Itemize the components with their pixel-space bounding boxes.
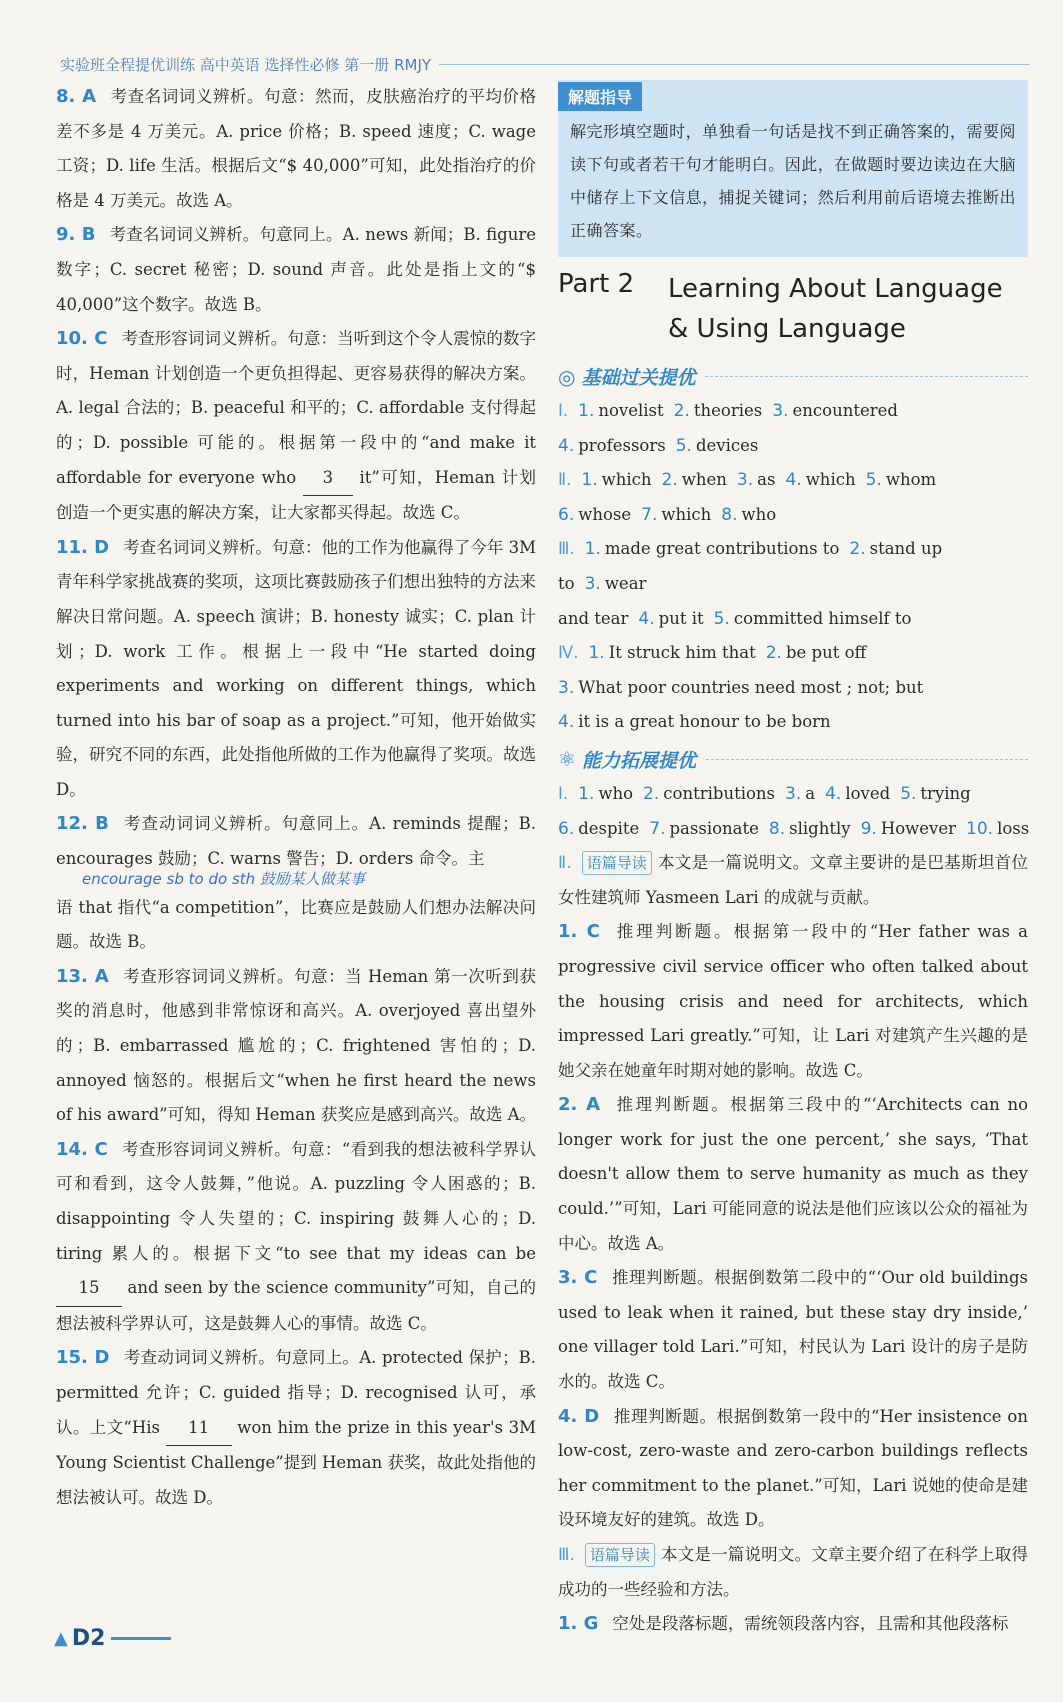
item-number: 15. D	[56, 1347, 110, 1369]
answer-number: 3.	[772, 401, 789, 421]
answer-item-continued	[56, 891, 536, 960]
answer-number: 1.	[578, 783, 595, 804]
guide-tag: 语篇导读	[582, 851, 652, 875]
atom-icon: ⚛	[558, 747, 576, 772]
answer-line	[558, 777, 1028, 812]
item-number: 1. C	[558, 921, 600, 943]
roman-numeral: Ⅱ.	[558, 853, 572, 873]
answer-text: loss	[997, 818, 1030, 838]
answer-entry	[558, 678, 923, 697]
answer-text: It struck him that	[608, 643, 756, 663]
answer-number: 7.	[641, 504, 658, 525]
answer-number: 4.	[558, 435, 575, 456]
answer-item	[56, 807, 536, 876]
answer-number: 4.	[558, 712, 575, 733]
roman-numeral: Ⅱ.	[558, 470, 572, 490]
blank-number: 11	[166, 1411, 232, 1447]
answer-item	[56, 218, 536, 322]
answer-entry	[643, 784, 775, 803]
answer-text: whom	[885, 470, 937, 490]
answer-entry	[676, 436, 759, 455]
answer-number: 3.	[785, 783, 802, 804]
answer-text: who	[741, 504, 777, 524]
section-rule	[706, 759, 1028, 760]
answer-entry	[578, 784, 633, 803]
answer-item	[56, 960, 536, 1133]
answer-entry	[585, 539, 840, 558]
answer-item	[558, 1088, 1028, 1261]
answer-item	[56, 531, 536, 808]
answer-text: wear	[604, 573, 647, 593]
answer-text: which	[601, 470, 652, 490]
item-text: 语 that 指代“a competition”，比赛应是鼓励人们想办法解决问题。故选 B。	[56, 897, 536, 952]
answer-number: 5.	[900, 783, 917, 804]
answer-line	[558, 705, 1028, 740]
handwritten-note: encourage sb to do sth 鼓励某人做某事	[82, 869, 365, 888]
item-text: 空处是段落标题，需统领段落内容，且需和其他段落标	[612, 1614, 1009, 1634]
answer-text: stand up to	[558, 539, 943, 593]
item-number: 4. D	[558, 1405, 600, 1427]
answer-number: 2.	[765, 643, 782, 664]
answer-number: 2.	[849, 539, 866, 560]
answer-item	[56, 80, 536, 218]
page-marker-icon: ▲	[54, 1628, 68, 1649]
basic-answers	[558, 394, 1028, 740]
answer-item	[56, 1133, 536, 1342]
answer-number: 3.	[736, 470, 754, 491]
reading-intro	[558, 846, 1028, 915]
answer-text: However	[880, 818, 957, 838]
answer-number: 8.	[721, 504, 738, 525]
answer-text: theories	[693, 401, 763, 420]
tip-text: 解完形填空题时，单独看一句话是找不到正确答案的，需要阅读下句或者若干句才能明白。因此，在做题时要边读边在大脑中储存上下文信息，捕捉关键词；然后利用前后语境去推断出正确答案。	[570, 122, 1016, 240]
answer-text: when	[681, 470, 727, 490]
intro-text: 本文是一篇说明文。文章主要讲的是巴基斯坦首位女性建筑师 Yasmeen Lari 的成就与贡献。	[558, 853, 1028, 907]
answer-text: What poor countries need most ; not; but	[578, 677, 924, 697]
answer-item	[558, 1400, 1028, 1538]
answer-item	[558, 915, 1028, 1088]
item-text: 考查形容词词义辨析。句意：“看到我的想法被科学界认可和看到，这令人鼓舞，”他说。A. puzzling 令人困惑的；B. disappointing 令人失望的；C. inspiring 鼓舞人心的；D. tiring 累人的。根据下文“to see that my ideas can be	[56, 1139, 536, 1263]
intro-text: 本文是一篇说明文。文章主要介绍了在科学上取得成功的一些经验和方法。	[558, 1545, 1028, 1599]
item-number: 2. A	[558, 1094, 601, 1116]
item-text: 考查名词词义辨析。句意同上。A. news 新闻；B. figure 数字；C. secret 秘密；D. sound 声音。此处是指上文的“$ 40,000”这个数字。故选 B。	[56, 225, 536, 314]
answer-line	[558, 602, 1028, 637]
blank-number: 3	[303, 461, 353, 497]
answer-text: and tear	[558, 608, 629, 628]
answer-number: 9.	[860, 818, 877, 839]
answer-text: passionate	[669, 818, 759, 838]
answer-line	[558, 812, 1028, 847]
item-text: 考查名词词义辨析。句意：然而，皮肤癌治疗的平均价格差不多是 4 万美元。A. price 价格；B. speed 速度；C. wage 工资；D. life 生活。根据后文“$ 40,000”可知，此处指治疗的价格是 4 万美元。故选 A。	[56, 87, 537, 210]
page-number: D2	[71, 1626, 106, 1651]
answer-entry	[766, 643, 867, 662]
answer-entry	[558, 505, 631, 524]
answer-number: 6.	[558, 504, 575, 525]
answer-number: 1.	[584, 539, 601, 560]
answer-number: 2.	[661, 470, 678, 491]
answer-text: it is a great honour to be born	[578, 712, 831, 732]
tip-box	[558, 80, 1028, 257]
header-rule	[439, 64, 1030, 65]
answer-number: 4.	[825, 783, 842, 804]
answer-number: 5.	[713, 608, 730, 629]
target-icon: ◎	[558, 364, 576, 389]
answer-number: 5.	[865, 470, 882, 491]
answer-entry	[638, 609, 703, 628]
answer-text: be put off	[785, 643, 867, 663]
answer-line	[558, 532, 1028, 601]
answer-text: made great contributions to	[604, 539, 840, 559]
answer-entry	[578, 401, 664, 420]
part-number: Part 2	[558, 269, 635, 299]
page-footer	[54, 1626, 171, 1651]
answer-entry	[558, 609, 628, 628]
answer-text: devices	[695, 435, 759, 455]
item-number: 1. G	[558, 1613, 599, 1635]
answer-entry	[581, 470, 651, 489]
blank-number: 15	[56, 1271, 122, 1307]
answer-number: 1.	[578, 401, 595, 421]
answer-text: contributions	[663, 783, 776, 803]
answer-entry	[966, 819, 1029, 838]
answer-number: 7.	[649, 818, 666, 839]
section-heading-extension	[558, 746, 1028, 773]
answer-number: 2.	[643, 783, 660, 804]
answer-line	[558, 671, 1028, 706]
extension-answers	[558, 777, 1028, 846]
answer-item	[558, 1607, 1028, 1642]
answer-entry	[721, 505, 776, 524]
item-number: 3. C	[558, 1267, 598, 1289]
item-text: 推理判断题。根据第三段中的“‘Architects can no longer work for just the one percent,’ she says, ‘That doesn't allow them to serve humanity as much as they could.’”可知，Lari 可能同意的说法是他们应该以公众的福祉为中心。故选 A。	[558, 1095, 1029, 1253]
answer-entry	[769, 819, 851, 838]
section-rule	[705, 376, 1028, 377]
answer-entry	[674, 401, 763, 420]
left-column	[56, 80, 536, 1515]
answer-text: despite	[578, 818, 640, 838]
answer-text: who	[598, 783, 634, 803]
reading-intro	[558, 1538, 1028, 1607]
answer-number: 4.	[638, 608, 655, 629]
answer-number: 2.	[673, 401, 690, 421]
answer-text: as	[757, 470, 776, 490]
roman-numeral: Ⅰ.	[558, 401, 569, 420]
answer-item	[558, 1261, 1028, 1399]
answer-number: 5.	[675, 435, 692, 456]
answer-item	[56, 1341, 536, 1515]
answer-entry	[861, 819, 956, 838]
roman-numeral: Ⅳ.	[558, 643, 579, 663]
answer-text: a	[805, 783, 816, 803]
answer-text: professors	[578, 435, 666, 455]
answer-line	[558, 429, 1028, 464]
page-bar	[111, 1637, 171, 1640]
item-text: won him the prize in this year's 3M Young Scientist Challenge”提到 Heman 获奖，故此处指他的想法被认可。故选 D。	[56, 1417, 536, 1507]
header-title: 实验班全程提优训练 高中英语 选择性必修 第一册 RMJY	[60, 55, 432, 74]
item-text: 考查动词词义辨析。句意同上。A. protected 保护；B. permitted 允许；C. guided 指导；D. recognised 认可，承认。上文“His	[56, 1348, 536, 1437]
item-number: 11. D	[56, 536, 110, 558]
guide-tag: 语篇导读	[585, 1543, 655, 1567]
right-column	[558, 80, 1028, 1642]
answer-entry	[558, 819, 639, 838]
answer-entry	[737, 470, 776, 489]
answer-text: whose	[578, 504, 632, 524]
answer-number: 10.	[966, 818, 994, 839]
answer-line	[558, 498, 1028, 533]
answer-item	[56, 322, 536, 531]
answer-text: which	[661, 504, 712, 524]
answer-entry	[785, 784, 815, 803]
item-text: 推理判断题。根据第一段中的“Her father was a progressive civil service officer who often talked about the housing crisis and need for architects, which impressed Lari greatly.”可知，让 Lari 对建筑产生兴趣的是她父亲在她童年时期对她的影响。故选 C。	[558, 922, 1028, 1080]
item-number: 13. A	[56, 965, 109, 987]
answer-number: 8.	[768, 818, 786, 839]
answer-entry	[649, 819, 759, 838]
item-number: 10. C	[56, 328, 108, 350]
item-number: 8. A	[56, 86, 97, 107]
item-text: 考查名词词义辨析。句意：他的工作为他赢得了今年 3M 青年科学家挑战赛的奖项，这项比赛鼓励孩子们想出独特的方法来解决日常问题。A. speech 演讲；B. honesty 诚实；C. plan 计划；D. work 工作。根据上一段中“He started doing experiments and working on different things, which turned into his bar of soap as a project.”可知，他开始做实验，研究不同的东西，此处指他所做的工作为他赢得了奖项。故选 D。	[56, 537, 536, 799]
answer-entry	[785, 470, 855, 489]
answer-text: encountered	[792, 401, 898, 420]
answer-number: 4.	[785, 470, 802, 491]
item-number: 14. C	[56, 1138, 108, 1160]
item-text: and seen by the science community”可知，自己的想法被科学界认可，这是鼓舞人心的事情。故选 C。	[56, 1278, 536, 1333]
roman-numeral: Ⅰ.	[558, 783, 569, 803]
answer-entry	[662, 470, 727, 489]
roman-numeral: Ⅲ.	[558, 1545, 575, 1564]
section-title: 能力拓展提优	[581, 749, 696, 772]
answer-entry	[866, 470, 937, 489]
item-text: 推理判断题。根据倒数第一段中的“Her insistence on low-cost, zero-waste and zero-carbon buildings reflects her commitment to the planet.”可知，Lari 说她的使命是建设环境友好的建筑。故选 D。	[558, 1406, 1028, 1530]
item-text: 推理判断题。根据倒数第二段中的“‘Our old buildings used to leak when it rained, but these stay dry inside,’ one villager told Lari.”可知，村民认为 Lari 设计的房子是防水的。故选 C。	[558, 1268, 1028, 1392]
answer-entry	[588, 643, 755, 662]
item-text: it”可知，Heman 计划创造一个更实惠的解决方案，让大家都买得起。故选 C。	[56, 467, 537, 523]
answer-entry	[825, 784, 890, 803]
roman-numeral: Ⅲ.	[558, 539, 575, 559]
answer-text: put it	[658, 608, 704, 628]
answer-number: 6.	[558, 818, 575, 839]
tip-label: 解题指导	[558, 82, 642, 111]
item-number: 9. B	[56, 224, 96, 246]
answer-entry	[900, 784, 971, 803]
section-heading-basic	[558, 363, 1028, 390]
answer-entry	[641, 505, 711, 524]
answer-number: 1.	[588, 643, 605, 664]
item-text: 考查形容词词义辨析。句意：当 Heman 第一次听到获奖的消息时，他感到非常惊讶和高兴。A. overjoyed 喜出望外的；B. embarrassed 尴尬的；C. frightened 害怕的；D. annoyed 恼怒的。根据后文“when he first heard the news of his award”可知，得知 Heman 获奖应是感到高兴。故选 A。	[56, 966, 536, 1125]
answer-entry	[714, 609, 912, 628]
part-name: Learning About Language & Using Language	[668, 274, 1003, 344]
answer-entry	[585, 574, 647, 593]
answer-entry	[772, 401, 898, 420]
answer-entry	[558, 436, 666, 455]
item-number: 12. B	[56, 813, 109, 835]
answer-line	[558, 636, 1028, 671]
part-heading	[558, 269, 1028, 349]
page-header	[60, 52, 1030, 76]
item-text: 考查动词词义辨析。句意同上。A. reminds 提醒；B. encourages 鼓励；C. warns 警告；D. orders 命令。主	[56, 814, 536, 869]
answer-text: loved	[845, 783, 891, 803]
answer-number: 3.	[558, 677, 575, 698]
answer-text: trying	[920, 783, 971, 803]
section-title: 基础过关提优	[581, 367, 696, 389]
answer-line	[558, 394, 1028, 429]
answer-entry	[558, 712, 831, 731]
answer-number: 3.	[584, 573, 601, 594]
answer-text: which	[805, 470, 856, 490]
answer-text: novelist	[598, 401, 664, 420]
item-text: 考查形容词词义辨析。句意：当听到这个令人震惊的数字时，Heman 计划创造一个更负担得起、更容易获得的解决方案。A. legal 合法的；B. peaceful 和平的；C. affordable 支付得起的；D. possible 可能的。根据第一段中的“and make it affordable for everyone who	[56, 329, 536, 487]
answer-number: 1.	[581, 470, 598, 491]
answer-line	[558, 463, 1028, 498]
answer-text: slightly	[789, 818, 851, 838]
answer-text: committed himself to	[733, 608, 912, 628]
